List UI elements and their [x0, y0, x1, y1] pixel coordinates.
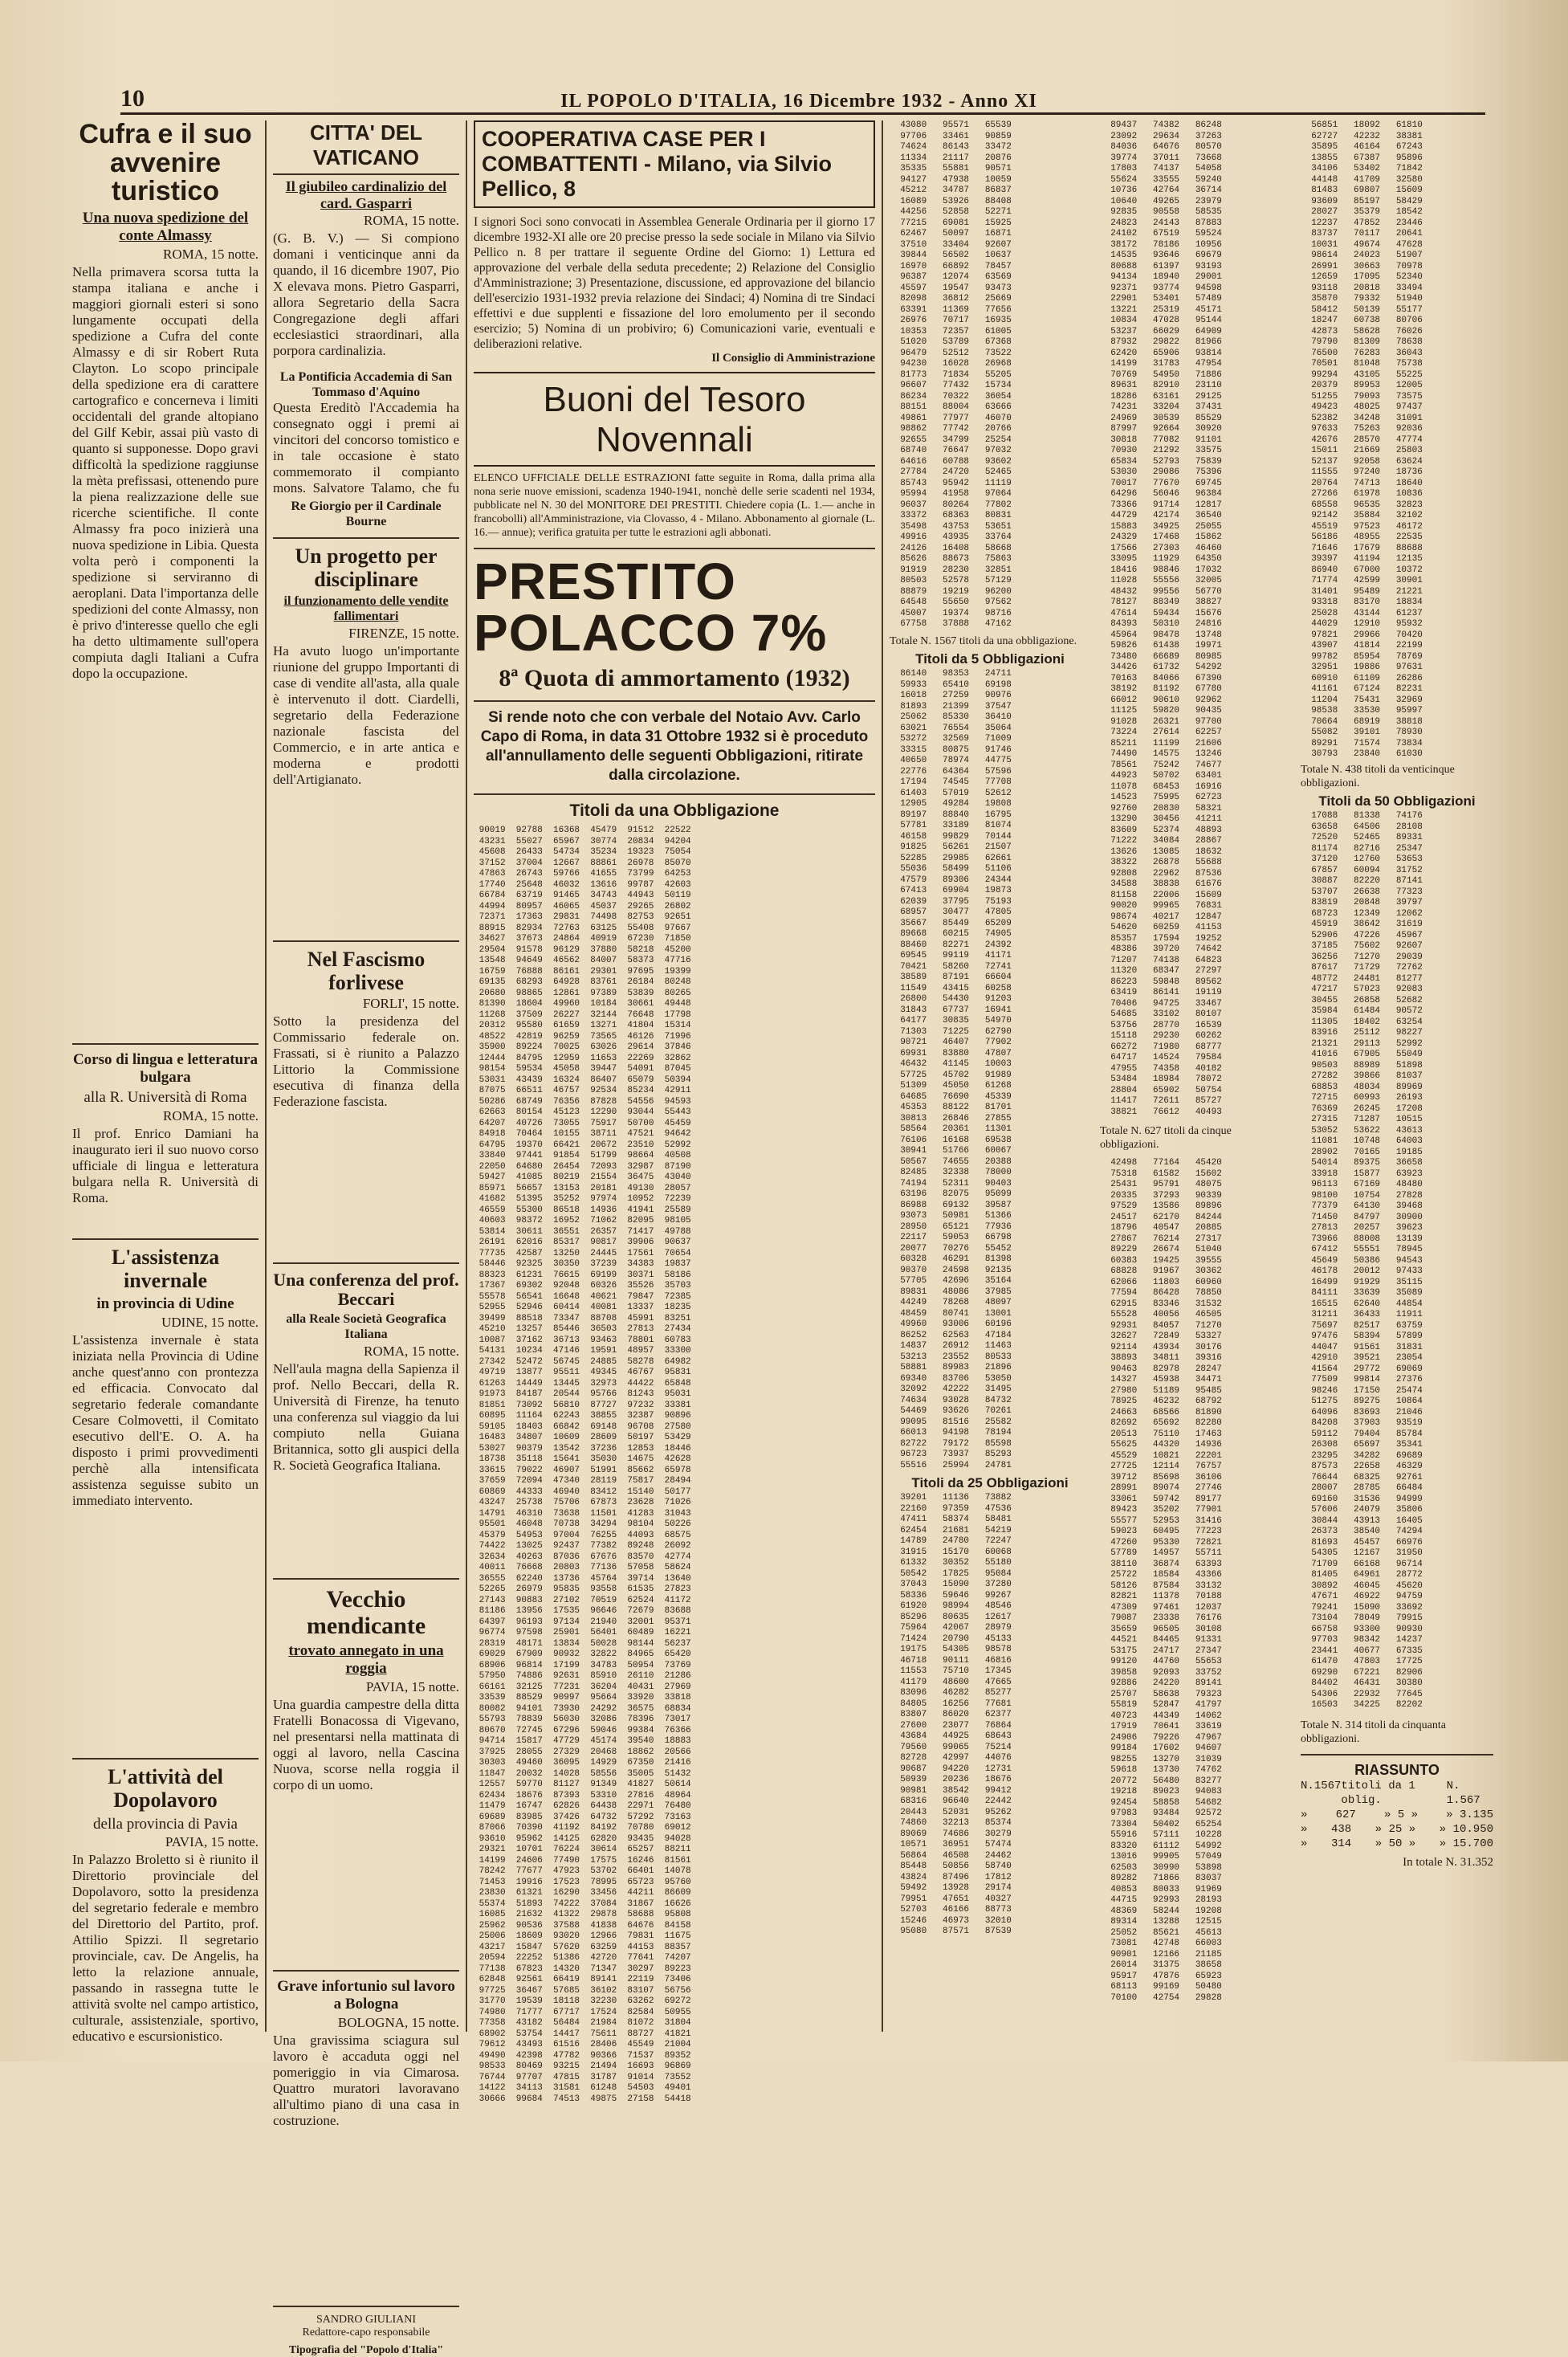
cufra-subheadline: Una nuova spedizione del conte Almassy — [82, 210, 249, 244]
riassunto-cell: » 3.135 — [1446, 1809, 1493, 1821]
page-header — [120, 82, 1485, 115]
riassunto-total: In totale N. 31.352 — [1403, 1856, 1493, 1869]
udine-headline: L'assistenza invernale — [111, 1246, 220, 1292]
riassunto-title: RIASSUNTO — [1354, 1762, 1440, 1778]
column-5 — [1100, 120, 1293, 2009]
table-50-title: Titoli da 50 Obbligazioni — [1318, 793, 1476, 809]
column-1 — [72, 120, 259, 2045]
riassunto-cell: N. 1.567 — [1446, 1780, 1480, 1807]
riassunto-row — [1301, 1822, 1493, 1837]
riassunto-row — [1301, 1837, 1493, 1851]
bulgara-subheadline: alla R. Università di Roma — [83, 1089, 247, 1107]
dopolavoro-body: In Palazzo Broletto si è riunito il Direttorio provinciale del Dopolavoro, sotto la presidenza del segretario federale e membro del Direttorio del Partito, prof. Attilio Spizzi. Il segretario provinciale, cav. De Angelis, ha letto la relazione annuale, passando in rassegna tutte le attività svolte nel campo artistico, culturale, assistenziale, sportivo, educativo e escursionistico. — [72, 1852, 259, 2045]
vecchio-headline: Vecchio mendicante — [306, 1586, 426, 1640]
table-5-numbers: 86140 98353 24711 59933 65410 69198 16018 27259 90976 81893 21399 37547 25062 85330 36410 63021 76554 35064 53272 32569 71009 33315 80875 91746 40650 78974 44775 22776 64364 57596 17194 74545 77708 61403 57019 52612 12905 49284 19808 89197 88840 16795 57781 33189 81074 46158 99829 70144 91825 56261 21507 52285 29985 62661 55036 58499 51106 47579 89306 24344 67413 69904 19873 62039 37795 75193 68957 30477 47805 35667 85449 65209 89668 60215 74905 88460 82271 24392 69545 99119 41171 70421 58260 72741 38589 87191 66604 11549 43415 60258 26800 54430 91203 31843 67737 16941 64177 30835 54970 71303 71225 62790 90721 46407 77902 69931 83880 47807 46432 41145 10003 57725 45702 91989 51309 45050 61268 64685 76690 45339 45353 88122 81701 30813 26846 27855 58564 20361 11301 76106 16168 69538 30941 51766 60067 50567 74655 20388 82485 32338 78000 74194 52311 90403 63196 82075 95099 86988 69132 39587 93073 50981 51366 28950 65121 77936 22117 59053 66798 20077 70276 55452 60328 46291 81398 90370 24598 92135 57705 42696 35164 89831 48086 37985 44249 78268 48097 48459 80741 13001 49960 93006 60196 86252 62563 47184 14837 26912 11463 53213 23552 80533 58881 89983 21896 69340 83706 53050 32092 42222 31495 74634 93028 84732 54469 93626 70261 99095 81516 25582 66013 94198 78194 82722 79172 85598 96723 73937 85293 55516 25994 24781 — [900, 669, 1012, 1470]
beccari-dateline: ROMA, 15 notte. — [364, 1344, 459, 1360]
giorgio-headline: Re Giorgio per il Cardinale Bourne — [291, 500, 442, 528]
bologna-body: Una gravissima sciagura sul lavoro è accaduta oggi nel pomeriggio in via Cimarosa. Quattro muratori lavoravano all'ultimo piano di una casa in costruzione. — [273, 2032, 459, 2128]
bulgara-headline: Corso di lingua e letteratura bulgara — [72, 1050, 259, 1086]
cufra-dateline: ROMA, 15 notte. — [163, 246, 259, 262]
coop-signature: Il Consiglio di Amministrazione — [711, 352, 875, 365]
table-1-total: Totale N. 1567 titoli da una obbligazione. — [890, 635, 1077, 647]
forlivese-dateline: FORLI', 15 notte. — [362, 996, 459, 1012]
editor-name: SANDRO GIULIANI — [316, 2313, 417, 2326]
column-2 — [273, 120, 459, 2357]
table-1-numbers: 90019 92788 16368 45479 91512 22522 43231 55027 65967 30774 20834 94204 45608 26433 54734 35234 19323 75054 37152 37004 12667 88861 26978 85070 47863 26743 59766 41655 73799 64253 17740 25648 46032 13616 99787 42603 66784 63719 91465 34743 44943 50119 44994 80957 46065 45037 29265 26802 72371 17363 29831 74498 82753 92651 88915 82934 72763 63125 55408 97667 34627 37673 24864 40919 67230 71850 29504 91578 96129 37880 58218 45200 13548 94649 46562 84007 58373 47716 16759 76888 86161 29301 97695 19399 69135 68293 64928 83761 26184 80248 20680 98865 12861 97389 53839 80265 81390 18604 49960 10184 30661 49448 11268 37509 26227 32144 76648 17798 20312 95580 61659 13271 41804 15314 48522 42819 96259 73565 46126 71996 35900 89224 70025 63026 29614 37846 12444 84795 12959 11653 22269 32862 98154 59534 45058 39447 54091 87045 53031 43439 16324 86407 65079 50394 87075 66511 46757 92534 85234 42911 50286 68749 76356 87828 54556 94593 62663 80154 45123 12290 93044 55443 64207 40726 73055 75917 50700 45459 84918 70464 10155 38711 47521 94642 64795 19370 66421 20672 23510 52992 33840 97441 91854 51799 98664 40508 22050 64680 26454 72093 32987 87190 59427 41085 80219 21554 36475 43040 85971 56657 13153 20181 49130 28057 41682 51395 35252 97974 10952 72239 46559 55300 86518 14936 41941 25589 40603 98372 16952 71062 82095 98105 53814 30611 36551 26357 71417 49788 26191 62016 85317 90817 39906 90637 77735 42587 13250 24445 17561 70654 58446 92325 30350 37239 34383 19837 88323 61231 76615 69199 30371 58186 17367 69302 92048 60326 35526 35703 55578 56541 16648 40621 79847 72385 52955 52946 60414 40081 13337 18235 39499 88518 73347 88708 45991 83251 45210 13257 85446 36503 27813 27434 10087 37162 36713 93463 78801 60783 54131 10234 47146 19591 48957 33300 27342 52472 56745 24885 58278 64982 49719 13877 95511 49345 46767 95831 61263 14449 13445 32973 44422 65848 91973 84187 20544 95766 81243 95031 81851 73092 56810 87727 97232 33381 60895 11164 62243 38855 32387 90896 59105 18403 66842 69148 96708 27580 16483 34807 10609 28609 50197 53429 53027 90379 13542 37236 12853 18446 18738 35118 15641 35030 14675 42628 33615 79022 46907 51991 85662 65978 37659 72094 47340 28119 75817 28494 60869 44333 46940 83412 15140 50177 43247 25738 75706 67873 23628 71026 14791 46310 73638 11501 41283 31043 95501 46048 70738 34294 98104 50226 45379 54953 97004 76255 44093 68575 74422 13025 92437 77382 89248 26092 32634 40263 87036 67676 83570 42774 40011 76668 20803 77136 57058 58624 36555 62240 13736 45764 39714 13640 52265 26979 95835 93558 61535 27823 27143 90883 27102 70519 62524 41172 81186 13956 17535 96646 72679 83688 64397 96193 97134 21940 32001 95371 96774 97598 25901 56401 60489 16221 28319 48171 13834 50028 98144 56237 69029 67909 90932 32822 84965 65420 68906 96814 17199 34783 50954 73769 57950 74886 92631 85910 26110 21286 66161 32125 77231 36204 40431 27969 33539 88529 90997 95664 33920 33818 80082 94101 73930 24292 36575 68834 55793 78839 56030 32086 78396 73017 80670 72745 67296 59046 99384 76366 94714 15817 47729 45174 39540 18883 37925 28055 27329 20468 18862 20566 30303 49460 36095 14929 67350 21416 11847 20032 14028 58556 35005 51432 12557 59770 81127 91349 41827 50614 62434 18676 87393 53310 27816 48964 11479 16747 62826 64438 22971 76480 69689 83985 37426 64732 57292 73163 87066 70390 41192 84192 70780 69012 93610 95962 14125 62820 93435 94028 29321 10701 76224 30614 65257 88211 14199 24606 77490 17575 16246 81561 78242 77677 47923 53702 66401 14078 71453 19916 17523 78995 65723 95760 23830 61321 16290 33456 44211 86609 55374 51893 74222 37084 31867 16626 16085 21632 41322 29878 58688 95808 25962 90536 37588 41838 64676 84158 25006 18609 93020 12966 79831 11675 43217 15847 57620 63259 44153 88357 20594 22252 51386 42720 77641 74207 77138 67823 14320 71347 30297 89223 62848 92561 66419 89141 22119 73406 97725 36467 57685 36102 83107 56756 31770 19539 18118 32230 63262 69272 74980 71777 67717 17524 82584 50955 77358 43182 56484 21984 81072 31804 68902 53754 14417 75611 88727 41821 79612 43493 61516 28406 45549 21004 49490 42398 47782 90366 71537 89352 98533 80469 93215 21494 16693 96869 76744 97707 47815 31787 91014 73552 14122 34113 31581 61248 54503 49401 30666 99684 74513 49875 27158 54418 — [479, 826, 691, 2102]
riassunto-cell: 1567 — [1313, 1780, 1342, 1792]
vecchio-body: Una guardia campestre della ditta Fratelli Bonacossa di Vigevano, nel presentarsi nella mattinata di oggi al lavoro, nella Cascina Nuova, scorse nella roggia il corpo di un uomo. — [273, 1696, 459, 1792]
disciplinare-headline: Un progetto per disciplinare — [295, 544, 438, 591]
riassunto-cell: » 10.950 — [1439, 1823, 1493, 1836]
dopolavoro-subheadline: della provincia di Pavia — [93, 1815, 238, 1833]
riassunto-cell: » 50 » — [1375, 1837, 1416, 1850]
table-5-numbers-cont: 89437 74382 86248 23092 29634 37263 84036 64676 80570 39774 37011 73668 17803 74137 54058 55624 33555 59240 10736 42764 36714 10640 49265 23979 92835 90558 58535 24823 24143 87883 24102 67519 59524 38172 78186 10956 14535 93646 69679 80688 61397 93193 94134 18940 29001 92371 93774 94598 22901 53401 57489 13221 25319 45171 10834 47028 95144 53237 66029 64909 87932 29822 81966 62420 65906 93814 14199 31783 47954 70769 54950 71886 89631 82910 23110 18286 63161 29125 74231 33204 37431 24969 30539 85529 87997 92664 30920 30818 77082 91101 70930 21292 33575 65834 52793 75839 53030 29086 75396 70017 77670 69745 64296 56046 96384 73366 91714 12817 44729 42174 36540 15883 34925 25055 24329 17468 15862 17566 27303 46460 33095 11929 64350 18416 98846 17032 11028 55556 32005 48432 99556 56770 78127 88349 38827 47614 59434 15676 84393 50310 24816 45964 98478 13748 59826 61438 19971 73480 66689 80985 34426 61732 54292 70163 84066 67390 38192 81192 67780 66012 90610 92962 11125 59820 90435 91028 26321 97700 73224 27614 62257 85211 11199 21606 74490 14575 13246 78561 75242 74677 44923 50702 63401 11078 68453 16916 14523 75995 62723 92760 20830 58321 13290 30456 41211 83609 52374 48893 71222 34084 28867 13626 13085 18632 38322 26878 55688 92808 22962 87536 34588 38838 61676 81158 22006 15609 90020 99965 76831 98674 40217 12847 54620 60259 41153 85357 17594 19252 48386 39720 74642 71207 74138 64823 11320 68347 27297 86223 59848 89562 63419 86141 19119 70406 94725 33467 54685 33102 80107 53756 28770 16539 15118 29230 60262 66272 71980 68777 64717 14524 79584 47955 74358 40182 53484 18984 78072 28804 65902 50754 11417 72611 85727 38821 76612 40493 — [1110, 120, 1222, 1117]
coop-body: I signori Soci sono convocati in Assemblea Generale Ordinaria per il giorno 17 dicembre 1932-XI alle ore 20 precise presso la sede sociale in Milano via Silvio Pellico n. 8 per trattare il seguente Ordine del Giorno: 1) Lettura ed approvazione del verbale della seduta precedente; 2) Relazione del Consiglio d'Amministrazione; 3) Presentazione, discussione, ed approvazione del bilancio dell'esercizio 1931-1932 previa relazione dei Sindaci; 4) Nomina di tre Sindaci effettivi e due supplenti e fissazione del loro emolumento per il secondo esercizio; 5) Nomina di un probiviro; 6) Comunicazioni varie, eventuali e deliberazioni relative. — [474, 215, 875, 351]
vecchio-dateline: PAVIA, 15 notte. — [365, 1678, 459, 1694]
udine-body: L'assistenza invernale è stata iniziata nella Provincia di Udine anche quest'anno con prontezza ed efficacia. Convocato dal segretario federale comandante Cesare Colmovetti, il Comitato esecutivo dell'E. O. A. ha disposto i primi provvedimenti perchè alla intensificata assistenza seguisse subito un immediato intervento. — [72, 1332, 259, 1509]
dopolavoro-headline: L'attività del Dopolavoro — [108, 1765, 223, 1812]
beccari-body: Nell'aula magna della Sapienza il prof. Nello Beccari, della R. Università di Firenze, ha tenuto una conferenza sul viaggio da lui compiuto nella Guiana Britannica, sotto gli auspici della R. Società Geografica Italiana. — [273, 1361, 459, 1474]
quota-headline: 8ª Quota di ammortamento (1932) — [499, 665, 850, 691]
riassunto-cell: » 25 » — [1375, 1823, 1416, 1836]
disciplinare-subheadline: il funzionamento delle vendite fallimentari — [283, 594, 449, 623]
table-25-numbers-cont: 42498 77164 45420 75318 61582 15602 25431 95791 48075 20335 37293 90339 97529 13586 89896 24517 62170 84244 18796 40547 20885 27867 76214 27317 89229 26674 51040 60383 19425 39555 68828 91967 30362 62066 11803 60960 77594 86428 78850 62915 83346 31532 55528 40056 46505 92931 84057 71270 32627 72849 53327 92114 43934 30176 38893 34811 39316 90463 82978 28247 14327 45938 34471 27980 51189 95485 78925 46232 68792 24663 68566 81890 82692 65692 82280 20513 75110 17463 55625 44320 14936 45529 10821 22201 27725 12114 76757 39712 85698 36106 28991 89074 27746 33061 59742 89177 89423 35202 77901 55577 52953 31416 59023 60495 77223 47260 95330 72821 57789 14957 55711 38110 36874 63393 25722 18584 43366 58126 87584 33132 82821 11378 70188 47309 97461 12037 79087 23338 76176 35659 96505 30108 44521 84465 91331 53175 24717 27347 99120 44760 55653 39858 92093 33752 92886 24220 89141 25707 58638 79323 55819 52847 41797 40723 44349 14062 17919 70641 33619 24906 79226 47967 99184 17602 94607 98255 13270 31039 59618 13730 74762 20772 56480 83277 19218 89023 94083 92454 58858 54682 97983 93484 92572 73304 50402 65254 55916 57111 10228 83320 61112 54992 13016 99905 57049 62503 30990 53898 89282 71866 83037 40853 80033 91969 44715 92993 28193 48369 58244 19208 89314 13288 12515 25052 85621 45613 73081 42748 66003 90901 12166 21185 26014 31375 38658 95917 47876 65923 68113 99169 50480 70100 42754 29828 — [1110, 1158, 1222, 2003]
table-1-title: Titoli da una Obbligazione — [569, 801, 780, 820]
riassunto-cell: » — [1301, 1837, 1308, 1850]
udine-dateline: UDINE, 15 notte. — [161, 1315, 259, 1331]
table-5-title: Titoli da 5 Obbligazioni — [915, 651, 1065, 667]
riassunto-cell: 438 — [1330, 1823, 1352, 1836]
coop-headline: COOPERATIVA CASE PER I COMBATTENTI - Milano, via Silvio Pellico, 8 — [474, 120, 875, 208]
editor-role: Redattore-capo responsabile — [302, 2326, 430, 2339]
table-50-total: Totale N. 438 titoli da venticinque obbligazioni. — [1301, 764, 1455, 789]
beccari-subheadline: alla Reale Società Geografica Italiana — [286, 1312, 446, 1341]
riassunto-row — [1301, 1808, 1493, 1822]
masthead-title: IL POPOLO D'ITALIA, 16 Dicembre 1932 - Anno XI — [560, 91, 1037, 112]
table-50-numbers: 17088 81338 74176 63658 64506 28108 72520 52465 89331 81174 82716 25347 37120 12760 53653 67857 60094 31752 30887 82220 87141 53707 26638 77323 83819 20848 39797 68723 12349 12062 45919 38642 31619 52906 47226 45967 37185 75602 92607 36256 71270 29039 87617 71729 72762 48772 24481 81277 47217 57023 92083 30455 26858 52682 35984 61484 90572 11305 18402 63254 83916 25112 98227 21321 29113 52992 41016 67905 55049 90503 88989 51898 27282 39866 81037 68853 48034 89969 72715 60993 26193 76369 26245 17208 27315 71287 10515 53052 53622 43613 11081 10748 64003 28902 70165 19185 54014 89375 36658 33918 15877 63923 96113 67169 48480 98100 10754 27828 77379 64130 39468 71450 84797 30900 27813 20257 39623 73966 88008 13139 67412 55551 78945 45649 50386 94543 46178 20012 97433 16499 91929 35115 84111 33639 35089 16515 62640 44854 31211 36433 11911 75697 82517 63759 97476 58394 57899 44047 91561 31831 42910 39521 23054 41564 29772 69069 77509 99814 27376 98246 17150 25474 51275 89275 10864 64096 83693 21046 84208 37903 93519 59112 79404 85784 26308 65697 35341 23295 34282 69689 87573 22658 46329 76644 68325 92761 28007 28785 66484 69160 31536 94999 57606 24079 35806 30844 43913 16405 26373 38540 74294 81693 45457 66976 54305 12167 31950 71709 66168 96714 81405 64961 28772 30892 46045 45620 47671 46922 94759 79241 15090 33692 73104 78049 79915 66758 93300 90930 97703 98342 14237 23441 40677 67335 61470 47803 17725 69290 67221 82906 84402 46431 30380 54306 22932 77645 16503 34225 82202 — [1311, 811, 1423, 1710]
table-25-numbers-end: 56851 18092 61810 62727 42232 38381 35895 46164 67243 13855 67387 95896 34106 53402 71842 44148 41709 32580 81483 69807 15609 93609 85197 58429 28027 35379 18542 12237 47852 23446 83737 70117 20641 10031 49674 47628 98614 24023 51907 26991 30663 70978 12659 17095 52340 93118 20818 33494 35870 79332 51940 58412 50139 55177 18247 60738 80706 42873 58628 76026 79790 81309 78638 76500 76283 36043 70501 81048 75738 99294 43105 55225 20379 89953 12005 51255 79093 73575 49423 48025 97437 52382 34248 31091 97633 75263 92036 42676 28570 47774 15011 21669 25803 52137 92058 63624 11555 97240 18736 20764 74713 18640 27266 61978 10836 68558 96535 32823 92142 35884 32102 45519 97523 46172 56186 48955 22535 71646 17679 88688 39397 41194 12135 86940 67000 10372 71774 42599 30901 31401 95489 21221 93318 83170 18834 25028 43144 61237 44029 12910 95932 97821 29966 70420 43907 41814 22199 99782 85954 78769 32951 19886 97631 60910 61109 26286 41161 67124 82231 11204 75431 32969 98538 33530 95997 70664 68919 38818 55082 39101 78930 89291 71574 73834 30793 23840 61030 — [1311, 120, 1423, 759]
page-number: 10 — [120, 85, 145, 112]
printer-credit: Tipografia del "Popolo d'Italia" — [288, 2343, 444, 2356]
vatican-section-head: CITTA' DEL VATICANO — [273, 120, 459, 175]
bologna-headline: Grave infortunio sul lavoro a Bologna — [277, 1977, 455, 2012]
table-5-total: Totale N. 627 titoli da cinque obbligazioni. — [1100, 1125, 1232, 1151]
column-6 — [1301, 120, 1493, 1870]
table-1-numbers-cont: 43080 95571 65539 97706 33461 90859 74624 86143 33472 11334 21117 20876 35335 55881 90571 94127 47938 10059 45212 34787 86837 16089 53926 88408 44256 52858 52271 77215 69081 15925 62467 50097 16871 37510 33404 92607 39844 56502 10637 16970 66892 78457 96387 12074 63569 45597 19547 93473 82098 36812 25669 63391 11369 77656 26976 70717 16935 10353 72357 61005 51020 53789 67368 96479 52512 73522 94230 16028 26968 81773 71834 55205 96607 77432 15734 86234 70322 36054 88151 88004 63666 49861 77977 46070 98862 77742 20766 92655 34799 25254 68740 76647 97032 64616 60788 93602 27784 24720 52465 85743 95942 11119 95994 41958 97064 96037 80264 77802 33372 68363 80831 35498 43753 53651 49916 43935 33764 24126 16408 58668 85626 88673 75863 91919 28230 32851 80503 52578 57129 88879 19219 96200 64548 55650 97562 45007 19374 98716 67758 37888 47162 — [900, 120, 1012, 629]
riassunto-row — [1301, 1779, 1493, 1808]
riassunto-cell: » — [1301, 1823, 1308, 1836]
riassunto-cell: 314 — [1330, 1837, 1352, 1850]
gasparri-dateline: ROMA, 15 notte. — [364, 213, 459, 229]
prestito-headline: PRESTITO POLACCO 7% — [474, 553, 828, 662]
gasparri-headline: Il giubileo cardinalizio del card. Gasparri — [285, 178, 447, 211]
dopolavoro-dateline: PAVIA, 15 notte. — [165, 1834, 259, 1850]
bologna-dateline: BOLOGNA, 15 notte. — [337, 2014, 459, 2030]
forlivese-headline: Nel Fascismo forlivese — [307, 947, 426, 994]
gasparri-body: (G. B. V.) — Si compiono domani i venticinque anni da quando, il 16 dicembre 1907, Pio X elevava mons. Pietro Gasparri, allora Segretario della Sacra Congregazione degli affari ecclesiastici straordinari, alla porpora cardinalizia. — [273, 230, 459, 359]
aquino-body: Questa Ereditò l'Accademia ha consegnato oggi i premi ai vincitori del concorso tomistico e in tale occasione è stato commemorato il compianto mons. Salvatore Talamo, che fu — [273, 400, 459, 496]
buoni-body: ELENCO UFFICIALE DELLE ESTRAZIONI fatte seguite in Roma, dalla prima alla nona serie nuove emissioni, scadenza 1940-1941, nonchè delle serie scadenti nel 1934, pubblicate nel N. 30 del MONITORE DEI PRESTITI. Chiedere copia (L. 1.— anche in francobolli) all'Amministrazione, via Clovasso, 4 - Milano. Abbonamento al giornale (L. 16.— annue); verifica gratuita per tutte le estrazioni agli abbonati. — [474, 472, 875, 539]
vecchio-subheadline: trovato annegato in una roggia — [288, 1642, 444, 1678]
riassunto-table — [1301, 1779, 1493, 1851]
disciplinare-body: Ha avuto luogo un'importante riunione del gruppo Importanti di case di vendite all'asta, alla quale è intervenuto il dott. Ciardelli, segretario della Federazione nazionale fascista del Commercio, e in arte antica e moderna e prodotti dell'Artigianato. — [273, 642, 459, 787]
riassunto-cell: » — [1301, 1809, 1308, 1821]
column-4 — [890, 120, 1090, 1943]
riassunto-cell: N. — [1301, 1780, 1314, 1792]
cufra-body: Nella primavera scorsa tutta la stampa italiana e anche i maggiori giornali esteri si sono lungamente occupati della spedizione a Cufra del conte Almassy e di sir Robert Ruta Clayton. Lo scopo principale della spedizione era di carattere cartografico e concerneva i limiti occidentali del grande altopiano del Gilf Kebir, assai più vasto di quanto si supponesse. Dopo gravi difficoltà la spedizione raggiunse la mèta prefissasi, ottenendo pure la piena realizzazione delle sue ricerche scientifiche. Il conte Almassy fra poco inizierà una nuova spedizione in Libia. Questa volta però i componenti la spedizione si serviranno di aeroplani. Data l'importanza delle spedizioni del conte Almassy, non è privo d'interesse quello che egli ha detto ultimamente sull'opera compiuta dagli Italiani a Cufra dopo la occupazione. — [72, 263, 259, 681]
riassunto-cell: titoli da 1 oblig. — [1341, 1780, 1415, 1807]
table-last-total: Totale N. 314 titoli da cinquanta obbligazioni. — [1301, 1719, 1446, 1745]
bulgara-body: Il prof. Enrico Damiani ha inaugurato ieri il suo nuovo corso ufficiale di lingua e letteratura bulgara nella R. Università di Roma. — [72, 1126, 259, 1206]
udine-subheadline: in provincia di Udine — [96, 1295, 234, 1313]
riassunto-cell: » 15.700 — [1439, 1837, 1493, 1850]
buoni-headline: Buoni del Tesoro Novennali — [474, 372, 875, 467]
cufra-headline: Cufra e il suo avvenire turistico — [79, 120, 252, 207]
table-25-numbers: 39201 11136 73882 22160 97359 47536 47411 58374 58481 62454 21681 54219 14789 24780 72247 31915 15170 60068 61332 30352 55180 50542 17825 95084 37043 15090 37280 58336 59646 99267 61920 98994 48546 85296 80635 12617 75964 42067 28979 71424 20790 45133 19175 54305 98578 46718 90111 46816 11553 75710 17345 41179 48600 47665 83096 46282 85277 84805 16256 77681 83807 86020 62377 27600 23077 76864 43684 44925 68643 79560 99065 75214 82728 42997 44076 90687 94220 12731 50939 20236 18676 90981 38542 99412 68316 96640 22442 20443 52031 95262 74860 32213 85374 89069 74686 30279 10571 36951 57474 56864 46508 24462 85448 50856 58740 43824 87496 17812 59492 13928 29174 79951 47651 40327 52703 46166 88773 15246 46973 32010 95080 87571 87539 — [900, 1493, 1012, 1936]
bulgara-dateline: ROMA, 15 notte. — [163, 1108, 259, 1124]
riassunto-cell: » 5 » — [1383, 1809, 1418, 1821]
table-25-title: Titoli da 25 Obbligazioni — [911, 1475, 1069, 1490]
aquino-headline: La Pontificia Accademia di San Tommaso d'Aquino — [279, 370, 453, 399]
forlivese-body: Sotto la presidenza del Commissario federale on. Frassati, si è riunito a Palazzo Littorio la Commissione esecutiva di finanza della Federazione fascista. — [273, 1013, 459, 1110]
column-3 — [474, 120, 875, 2102]
beccari-headline: Una conferenza del prof. Beccari — [273, 1270, 459, 1310]
disciplinare-dateline: FIRENZE, 15 notte. — [348, 625, 459, 641]
annullamento-notice: Si rende noto che con verbale del Notaio Avv. Carlo Capo di Roma, in data 31 Ottobre 1932 si è proceduto all'annullamento delle seguenti Obbligazioni, ritirate dalla circolazione. — [480, 709, 869, 784]
riassunto-cell: 627 — [1335, 1809, 1356, 1821]
